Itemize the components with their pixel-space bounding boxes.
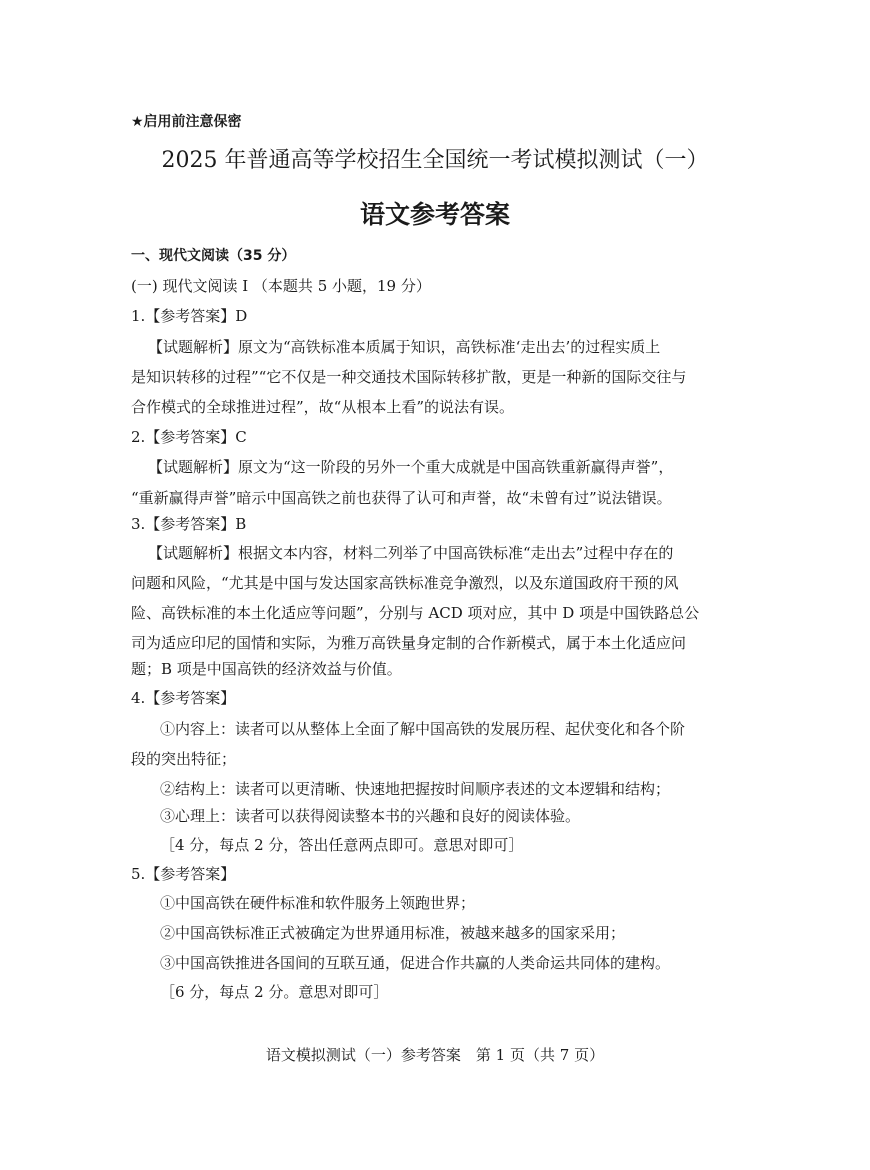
q3-answer: 3.【参考答案】B [131,515,247,533]
q3-analysis-line: 险、高铁标准的本土化适应等问题”，分别与 ACD 项对应，其中 D 项是中国铁路总公 [131,604,700,622]
q5-scoring: ［6 分，每点 2 分。意思对即可］ [160,983,389,1001]
confidential-notice: ★启用前注意保密 [131,114,242,130]
q4-point: ③心理上：读者可以获得阅读整本书的兴趣和良好的阅读体验。 [160,807,581,825]
q5-point: ③中国高铁推进各国间的互联互通，促进合作共赢的人类命运共同体的建构。 [160,954,671,972]
document-subtitle: 语文参考答案 [359,200,510,229]
q3-analysis-line: 司为适应印尼的国情和实际，为雅万高铁量身定制的合作新模式，属于本土化适应问 [131,634,687,652]
q2-answer: 2.【参考答案】C [131,428,247,446]
q2-analysis-line: 【试题解析】原文为“这一阶段的另外一个重大成就是中国高铁重新赢得声誉”， [148,458,674,476]
page-footer: 语文模拟测试（一）参考答案 第 1 页（共 7 页） [265,1046,605,1064]
q1-answer: 1.【参考答案】D [131,307,248,325]
q4-point: ①内容上：读者可以从整体上全面了解中国高铁的发展历程、起伏变化和各个阶 [160,720,686,738]
q1-analysis-line: 是知识转移的过程”“它不仅是一种交通技术国际转移扩散，更是一种新的国际交往与 [131,368,687,386]
exam-title: 2025 年普通高等学校招生全国统一考试模拟测试（一） [161,148,709,173]
q3-analysis-line: 问题和风险，“尤其是中国与发达国家高铁标准竞争激烈，以及东道国政府干预的风 [131,574,679,592]
q5-answer: 5.【参考答案】 [131,865,236,883]
q3-analysis-line: 题；B 项是中国高铁的经济效益与价值。 [131,660,402,678]
q3-analysis-line: 【试题解析】根据文本内容，材料二列举了中国高铁标准“走出去”过程中存在的 [148,544,674,562]
q5-point: ②中国高铁标准正式被确定为世界通用标准，被越来越多的国家采用； [160,924,626,942]
q4-point: 段的突出特征； [131,750,237,768]
sub-section-heading: (一) 现代文阅读 I （本题共 5 小题，19 分） [131,277,431,295]
q4-answer: 4.【参考答案】 [131,689,236,707]
q4-scoring: ［4 分，每点 2 分，答出任意两点即可。意思对即可］ [160,836,524,854]
q1-analysis-line: 【试题解析】原文为“高铁标准本质属于知识，高铁标准‘走出去’的过程实质上 [148,338,661,356]
section-heading: 一、现代文阅读（35 分） [131,248,296,264]
q2-analysis-line: “重新赢得声誉”暗示中国高铁之前也获得了认可和声誉，故“未曾有过”说法错误。 [131,489,672,507]
q5-point: ①中国高铁在硬件标准和软件服务上领跑世界； [160,894,476,912]
q1-analysis-line: 合作模式的全球推进过程”，故“从根本上看”的说法有误。 [131,398,515,416]
q4-point: ②结构上：读者可以更清晰、快速地把握按时间顺序表述的文本逻辑和结构； [160,780,671,798]
